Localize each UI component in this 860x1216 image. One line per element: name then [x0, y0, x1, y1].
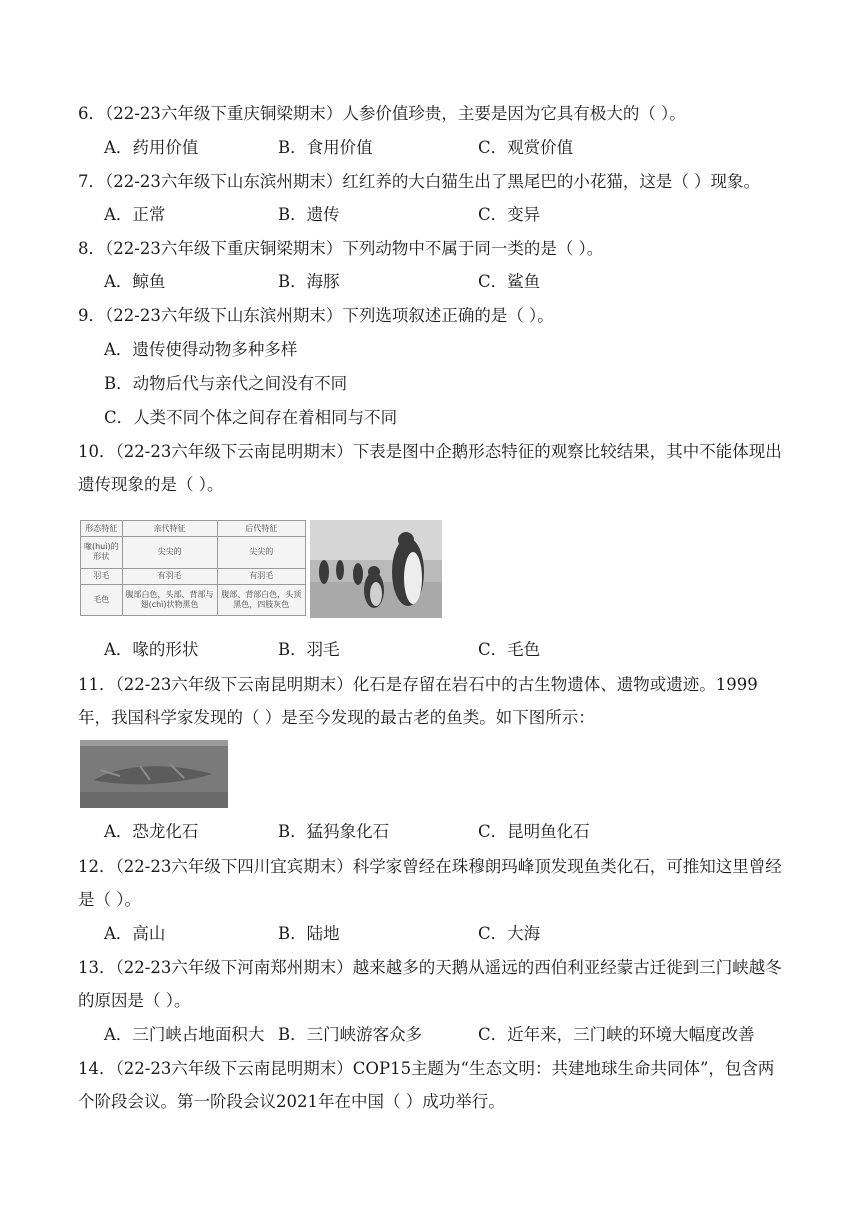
question-7: 7．（22-23六年级下山东滨州期末）红红养的大白猫生出了黑尾巴的小花猫，这是（ ）现象。 [78, 172, 761, 191]
question-12-options [104, 917, 794, 950]
option-c[interactable]: C．大海 [478, 924, 541, 943]
table-cell: 毛色 [81, 584, 123, 615]
question-10: 10．（22-23六年级下云南昆明期末）下表是图中企鹅形态特征的观察比较结果，其中不能体现出遗传现象的是（ ）。 [78, 442, 782, 494]
option-b[interactable]: B．食用价值 [278, 138, 373, 157]
option-b[interactable]: B．遗传 [278, 205, 340, 224]
table-cell: 腹部白色，头部、背部与翅(chì)状物黑色 [122, 584, 217, 615]
option-a[interactable]: A．鲸鱼 [104, 272, 166, 291]
question-6-options [104, 131, 794, 164]
table-row [81, 568, 306, 584]
question-11-options [104, 815, 794, 848]
table-header-row [81, 521, 306, 537]
option-c[interactable]: C．鲨鱼 [478, 272, 541, 291]
option-a[interactable]: A．高山 [104, 924, 166, 943]
option-c[interactable]: C．昆明鱼化石 [478, 822, 590, 841]
question-10-options [104, 633, 794, 666]
table-cell: 腹部、背部白色，头顶黑色，四肢灰色 [217, 584, 306, 615]
table-header: 亲代特征 [122, 521, 217, 537]
fossil-photo [80, 740, 228, 808]
option-a[interactable]: A．恐龙化石 [104, 822, 199, 841]
question-13: 13．（22-23六年级下河南郑州期末）越来越多的天鹅从遥远的西伯利亚经蒙古迁徙到三门峡越冬的原因是（ ）。 [78, 958, 782, 1010]
question-13-options [104, 1018, 794, 1051]
question-11: 11．（22-23六年级下云南昆明期末）化石是存留在岩石中的古生物遗体、遗物或遗迹。1999年，我国科学家发现的（ ）是至今发现的最古老的鱼类。如下图所示： [78, 675, 758, 727]
option-a[interactable]: A．三门峡占地面积大 [104, 1025, 265, 1044]
table-cell: 羽毛 [81, 568, 123, 584]
question-8: 8．（22-23六年级下重庆铜梁期末）下列动物中不属于同一类的是（ ）。 [78, 239, 604, 258]
option-b[interactable]: B．海豚 [278, 272, 340, 291]
option-a[interactable]: A．喙的形状 [104, 640, 199, 659]
table-cell: 尖尖的 [122, 537, 217, 568]
penguin-photo [310, 520, 442, 618]
option-c[interactable]: C．毛色 [478, 640, 541, 659]
table-header: 后代特征 [217, 521, 306, 537]
penguin-traits-table [80, 520, 306, 616]
table-header: 形态特征 [81, 521, 123, 537]
question-6: 6．（22-23六年级下重庆铜梁期末）人参价值珍贵，主要是因为它具有极大的（ ）。 [78, 104, 686, 123]
table-cell: 喙(huì)的形状 [81, 537, 123, 568]
table-cell: 有羽毛 [122, 568, 217, 584]
option-c[interactable]: C．观赏价值 [478, 138, 574, 157]
table-row [81, 584, 306, 615]
penguin-traits-table-image [80, 520, 306, 616]
table-row [81, 537, 306, 568]
option-b[interactable]: B．猛犸象化石 [278, 822, 390, 841]
option-b[interactable]: B．陆地 [278, 924, 340, 943]
table-cell: 有羽毛 [217, 568, 306, 584]
question-7-options [104, 198, 794, 231]
question-14: 14．（22-23六年级下云南昆明期末）COP15主题为“生态文明：共建地球生命共同体”，包含两个阶段会议。第一阶段会议2021年在中国（ ）成功举行。 [78, 1059, 775, 1111]
option-b[interactable]: B．三门峡游客众多 [278, 1025, 423, 1044]
option-a[interactable]: A．正常 [104, 205, 166, 224]
option-c[interactable]: C．近年来，三门峡的环境大幅度改善 [478, 1025, 755, 1044]
question-8-options [104, 265, 794, 298]
question-12: 12．（22-23六年级下四川宜宾期末）科学家曾经在珠穆朗玛峰顶发现鱼类化石，可推知这里曾经是（ ）。 [78, 857, 782, 909]
table-cell: 尖尖的 [217, 537, 306, 568]
option-c[interactable]: C．变异 [478, 205, 541, 224]
option-b[interactable]: B．动物后代与亲代之间没有不同 [104, 374, 348, 393]
option-a[interactable]: A．药用价值 [104, 138, 199, 157]
option-a[interactable]: A．遗传使得动物多种多样 [104, 340, 298, 359]
option-c[interactable]: C．人类不同个体之间存在着相同与不同 [104, 408, 398, 427]
question-9: 9．（22-23六年级下山东滨州期末）下列选项叙述正确的是（ ）。 [78, 306, 554, 325]
option-b[interactable]: B．羽毛 [278, 640, 340, 659]
